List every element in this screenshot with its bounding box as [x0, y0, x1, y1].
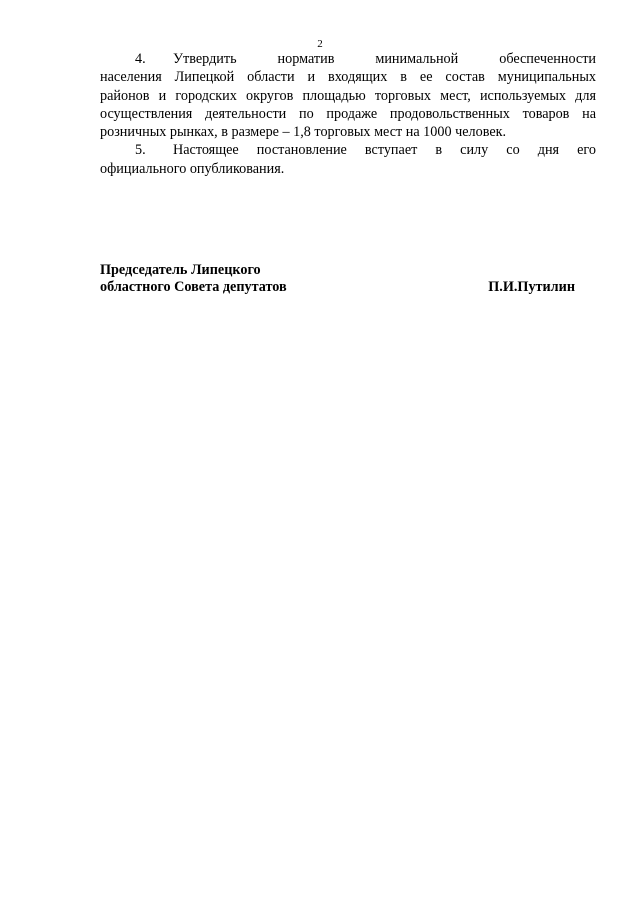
paragraph-text: Утвердить норматив минимальной обеспеченности — [173, 51, 596, 67]
signatory-title-line1: Председатель Липецкого — [100, 262, 261, 278]
paragraph-line: розничных рынках, в размере – 1,8 торговых мест на 1000 человек. — [100, 124, 507, 141]
paragraph-number: 4. — [135, 51, 146, 67]
paragraph-number: 5. — [135, 142, 146, 159]
signatory-title-line2: областного Совета депутатов — [100, 279, 287, 295]
signatory-name: П.И.Путилин — [488, 279, 575, 295]
signature-block — [100, 262, 575, 296]
paragraph-line: официального опубликования. — [100, 160, 285, 177]
paragraph-line — [100, 50, 596, 68]
paragraph-line: районов и городских округов площадью торговых мест, используемых для — [100, 87, 596, 104]
paragraph-line: осуществления деятельности по продаже продовольственных товаров на — [100, 105, 596, 122]
paragraph-4 — [100, 50, 596, 141]
paragraph-text: Настоящее постановление вступает в силу со дня его — [173, 142, 596, 159]
paragraph-line: населения Липецкой области и входящих в ее состав муниципальных — [100, 69, 596, 86]
document-body — [100, 50, 596, 178]
paragraph-line — [100, 141, 596, 159]
signature-row — [100, 279, 575, 296]
paragraph-5 — [100, 141, 596, 178]
page-number: 2 — [317, 38, 323, 50]
